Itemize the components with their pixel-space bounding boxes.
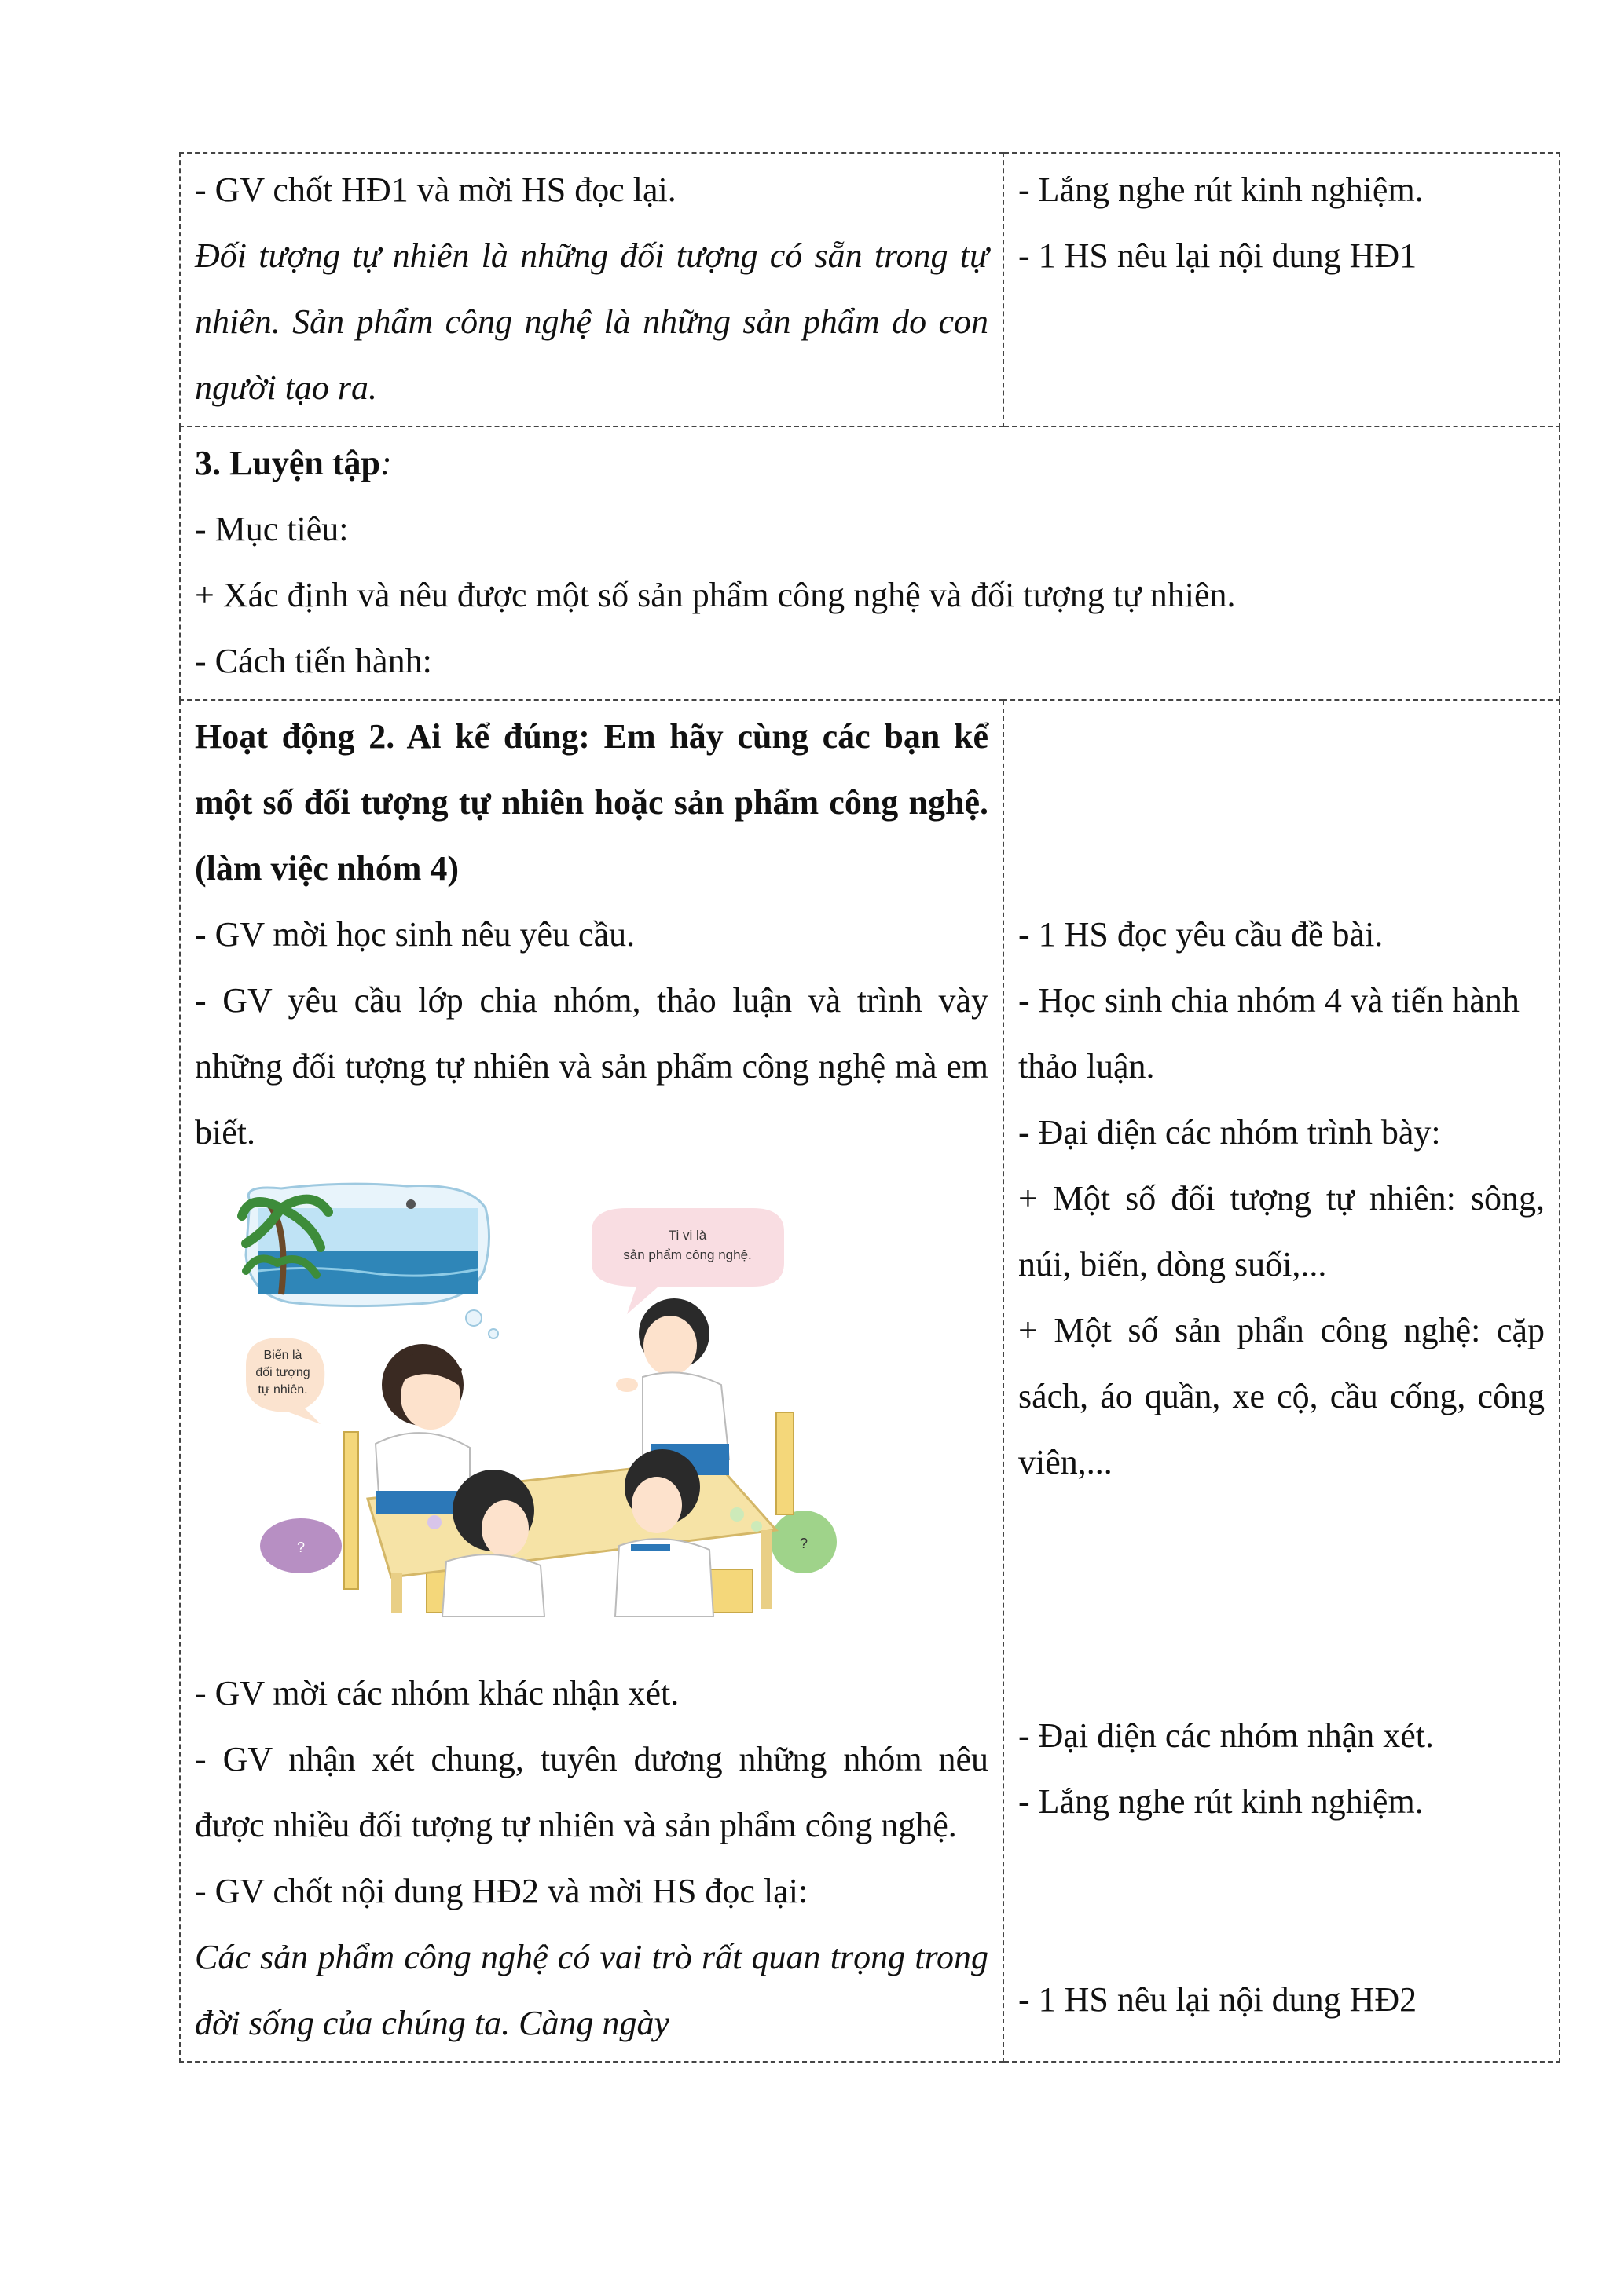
group-discussion-illustration (234, 1177, 855, 1617)
method-label: - Cách tiến hành: (195, 642, 432, 680)
bubble-text: đối tượng (255, 1366, 310, 1379)
table-row (180, 427, 1560, 700)
section-title: 3. Luyện tập: (195, 444, 392, 482)
summary-italic: Đối tượng tự nhiên là những đối tượng có sẵn trong tự nhiên. Sản phẩm công nghệ là những sản phẩm do con người tạo ra. (195, 236, 988, 407)
goal-label: - Mục tiêu: (195, 510, 349, 548)
student-line: - Lắng nghe rút kinh nghiệm. (1018, 1782, 1424, 1821)
student-line: - 1 HS nêu lại nội dung HĐ2 (1018, 1980, 1417, 2019)
question-mark: ? (296, 1540, 306, 1555)
table-row (180, 153, 1560, 427)
question-mark: ? (799, 1536, 808, 1551)
student-line: + Một số đối tượng tự nhiên: sông, núi, biển, dòng suối,... (1018, 1179, 1545, 1283)
summary-italic: Các sản phẩm công nghệ có vai trò rất quan trọng trong đời sống của chúng ta. Càng ngày (195, 1938, 988, 2042)
student-line: - 1 HS đọc yêu cầu đề bài. (1018, 915, 1384, 954)
student-line: - 1 HS nêu lại nội dung HĐ1 (1018, 236, 1417, 275)
teacher-cell (180, 700, 1003, 2062)
student-line: - Học sinh chia nhóm 4 và tiến hành thảo luận. (1018, 981, 1520, 1086)
student-line: - Lắng nghe rút kinh nghiệm. (1018, 170, 1424, 209)
lesson-page (179, 152, 1545, 2063)
section-cell (180, 427, 1560, 700)
student-cell (1003, 700, 1560, 2062)
bubble-text: Ti vi là (668, 1228, 707, 1243)
lesson-table (179, 152, 1560, 2063)
table-row (180, 700, 1560, 2062)
teacher-line: - GV nhận xét chung, tuyên dương những nhóm nêu được nhiều đối tượng tự nhiên và sản phẩm công nghệ. (195, 1740, 988, 1844)
student-line: + Một số sản phẩn công nghệ: cặp sách, áo quần, xe cộ, cầu cống, công viên,... (1018, 1311, 1545, 1481)
bubble-text: tự nhiên. (258, 1383, 308, 1397)
activity-title: Hoạt động 2. Ai kể đúng: Em hãy cùng các bạn kể một số đối tượng tự nhiên hoặc sản phẩm công nghệ. (làm việc nhóm 4) (195, 717, 988, 888)
bubble-text: Biển là (263, 1349, 302, 1362)
student-cell (1003, 153, 1560, 427)
bubble-text: sản phẩm công nghệ. (623, 1247, 752, 1262)
student-line: - Đại diện các nhóm trình bày: (1018, 1113, 1441, 1152)
goal-item: + Xác định và nêu được một số sản phẩm công nghệ và đối tượng tự nhiên. (195, 576, 1236, 614)
teacher-cell (180, 153, 1003, 427)
teacher-line: - GV chốt HĐ1 và mời HS đọc lại. (195, 170, 676, 209)
teacher-line: - GV chốt nội dung HĐ2 và mời HS đọc lại: (195, 1872, 808, 1910)
student-line: - Đại diện các nhóm nhận xét. (1018, 1716, 1435, 1755)
teacher-line: - GV mời học sinh nêu yêu cầu. (195, 915, 636, 954)
teacher-line: - GV yêu cầu lớp chia nhóm, thảo luận và trình vày những đối tượng tự nhiên và sản phẩm công nghệ mà em biết. (195, 981, 988, 1152)
teacher-line: - GV mời các nhóm khác nhận xét. (195, 1674, 680, 1712)
